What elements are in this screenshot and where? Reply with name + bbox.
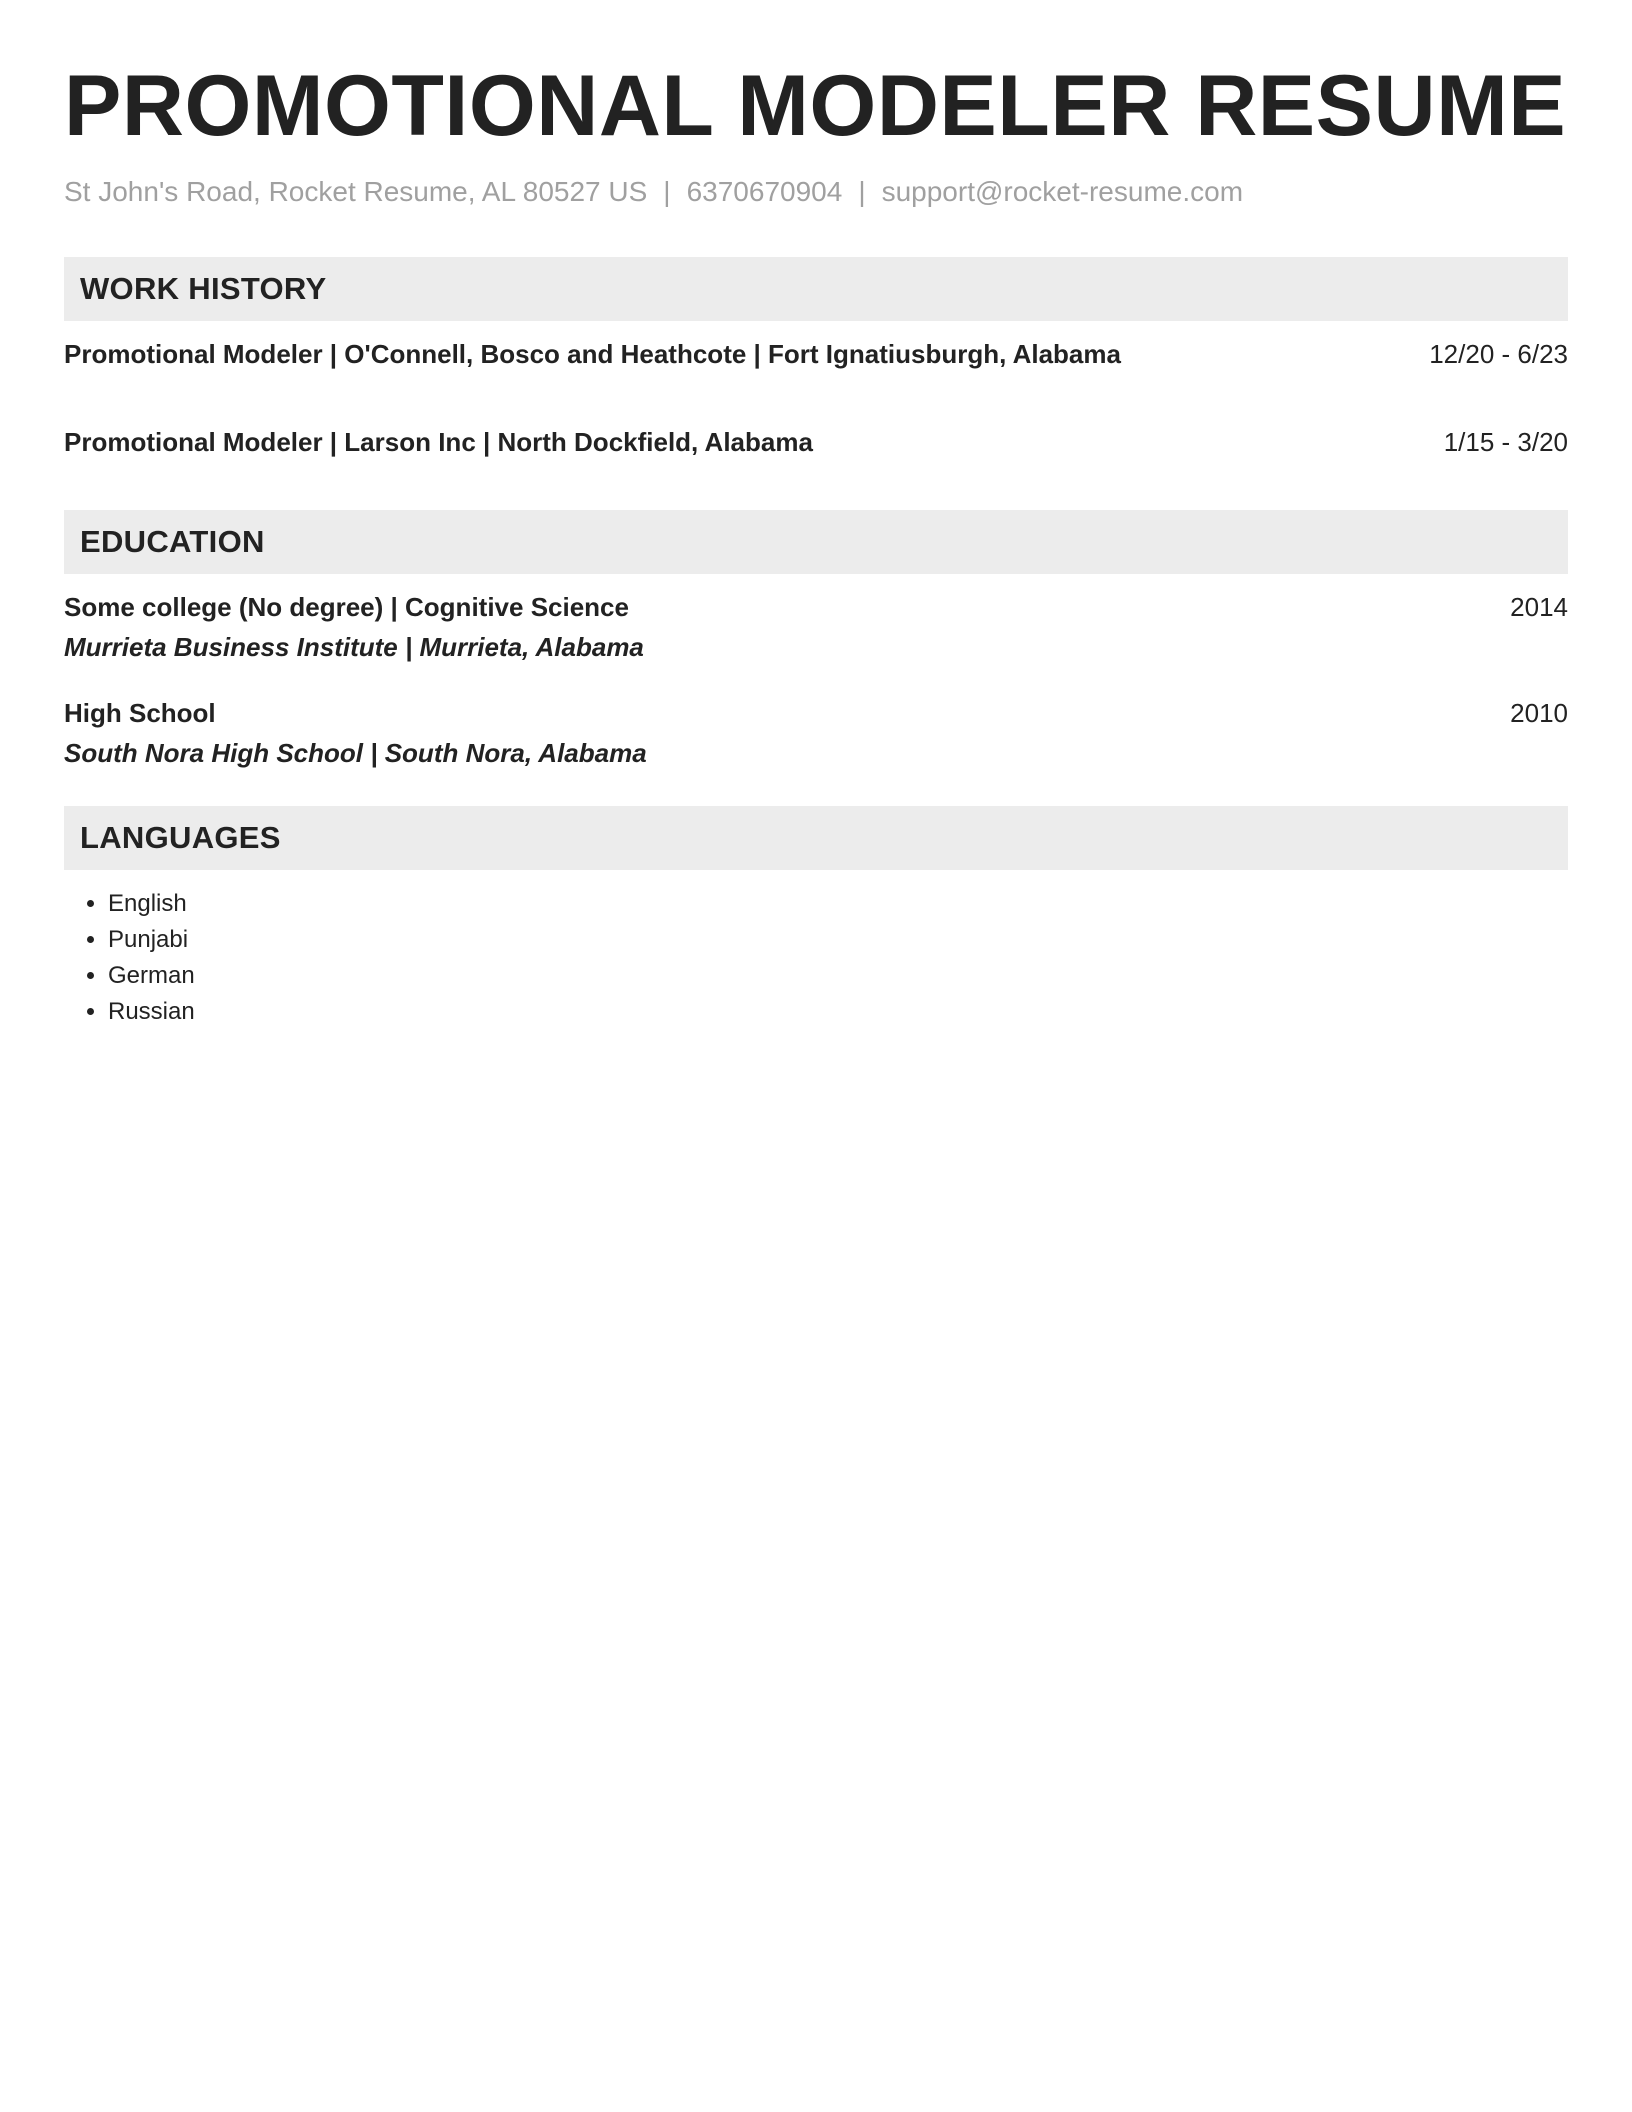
languages-list	[64, 886, 1568, 1030]
languages-section	[64, 806, 1568, 1030]
school-line: South Nora High School | South Nora, Alabama	[64, 738, 647, 768]
education-entry	[64, 590, 1568, 664]
education-year: 2010	[1510, 698, 1568, 728]
education-entry	[64, 696, 1568, 770]
resume-title: PROMOTIONAL MODELER RESUME	[64, 58, 1567, 154]
education-year: 2014	[1510, 592, 1568, 622]
job-dates: 12/20 - 6/23	[1429, 339, 1568, 369]
language-item: • Punjabi	[108, 922, 1568, 958]
language-item: • English	[108, 886, 1568, 922]
job-entry	[64, 337, 1568, 371]
job-title-line: Promotional Modeler | O'Connell, Bosco and Heathcote | Fort Ignatiusburgh, Alabama	[64, 339, 1121, 369]
degree-line: High School	[64, 698, 216, 728]
contact-address: St John's Road, Rocket Resume, AL 80527 US	[64, 176, 648, 207]
job-entry	[64, 425, 1568, 459]
language-item: • Russian	[108, 994, 1568, 1030]
contact-email: support@rocket-resume.com	[881, 176, 1244, 207]
language-item: • German	[108, 958, 1568, 994]
job-dates: 1/15 - 3/20	[1443, 427, 1568, 457]
languages-heading: LANGUAGES	[64, 806, 1568, 870]
contact-separator: |	[858, 176, 866, 207]
degree-line: Some college (No degree) | Cognitive Science	[64, 592, 629, 622]
work-history-heading: WORK HISTORY	[64, 257, 1568, 321]
education-heading: EDUCATION	[64, 510, 1568, 574]
education-section	[64, 510, 1568, 770]
contact-line	[64, 172, 1568, 212]
work-history-section	[64, 257, 1568, 459]
school-line: Murrieta Business Institute | Murrieta, Alabama	[64, 632, 644, 662]
contact-separator: |	[663, 176, 671, 207]
contact-phone: 6370670904	[686, 176, 843, 207]
job-title-line: Promotional Modeler | Larson Inc | North Dockfield, Alabama	[64, 427, 813, 457]
